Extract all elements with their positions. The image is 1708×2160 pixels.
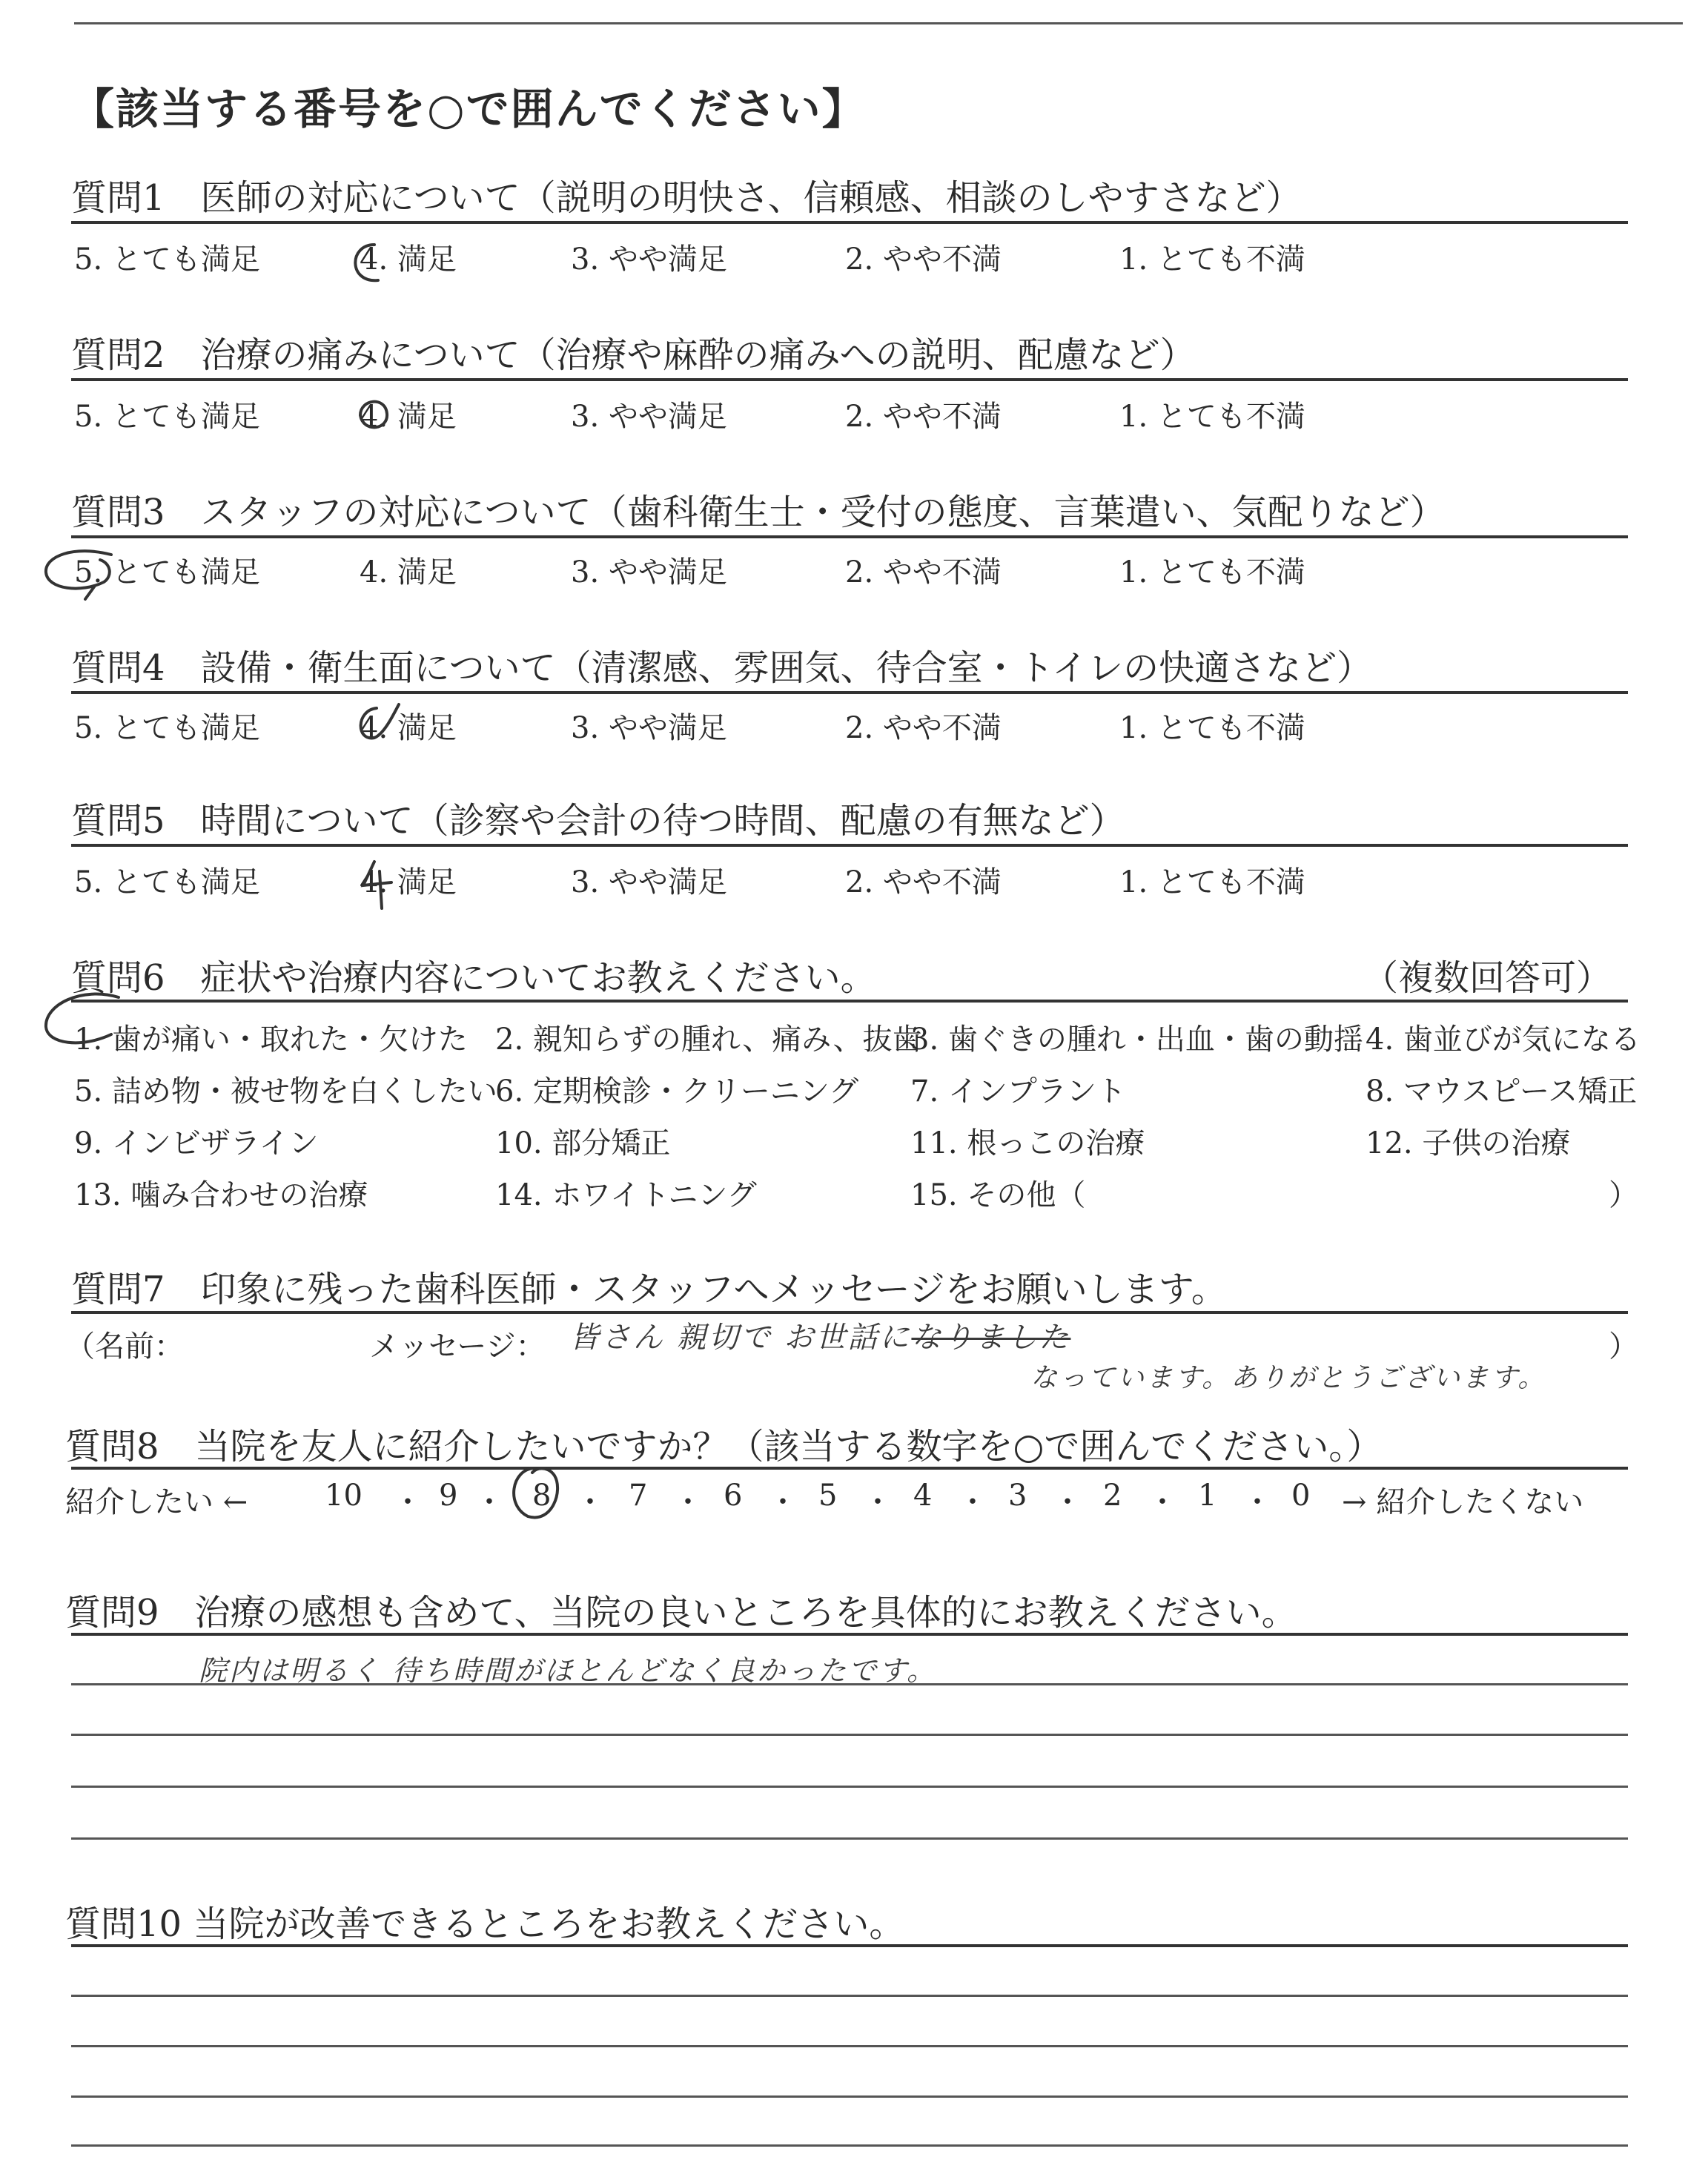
- q8-scale-dot: ・: [673, 1485, 703, 1519]
- q9-heading: 質問9 治療の感想も含めて、当院の良いところを具体的にお教えください。: [65, 1592, 1297, 1634]
- q1-option-5[interactable]: 5. とても満足: [74, 242, 260, 277]
- q1-heading: 質問1 医師の対応について（説明の明快さ、信頼感、相談のしやすさなど）: [71, 177, 1302, 219]
- q8-scale-4[interactable]: 4: [913, 1479, 933, 1513]
- q8-scale-0[interactable]: 0: [1291, 1479, 1311, 1513]
- q1-option-2[interactable]: 2. やや不満: [845, 242, 1002, 277]
- q4-option-1[interactable]: 1. とても不満: [1119, 711, 1305, 745]
- page-title: 【該当する番号を○で囲んでください】: [71, 84, 867, 134]
- q8-rule: [71, 1467, 1628, 1470]
- q8-scale-dot: ・: [474, 1485, 504, 1519]
- q3-option-4[interactable]: 4. 満足: [360, 555, 457, 589]
- q7-message-line1: 皆さん 親切で お世話に: [569, 1321, 912, 1355]
- q8-scale-dot: ・: [863, 1485, 893, 1519]
- q6-option-3[interactable]: 3. 歯ぐきの腫れ・出血・歯の動揺: [910, 1023, 1363, 1057]
- q8-scale-3[interactable]: 3: [1008, 1479, 1027, 1513]
- q7-heading: 質問7 印象に残った歯科医師・スタッフへメッセージをお願いします。: [71, 1269, 1227, 1310]
- q2-option-4[interactable]: 4. 満足: [360, 400, 457, 434]
- q8-scale-1[interactable]: 1: [1198, 1479, 1217, 1513]
- q8-scale-dot: ・: [393, 1485, 423, 1519]
- q9-answer-line: [71, 1786, 1628, 1788]
- q5-heading: 質問5 時間について（診察や会計の待つ時間、配慮の有無など）: [71, 800, 1125, 842]
- q1-rule: [71, 221, 1628, 224]
- q6-other-close-paren: ）: [1609, 1178, 1638, 1212]
- q6-option-4[interactable]: 4. 歯並びが気になる: [1366, 1023, 1641, 1057]
- q7-message-label: メッセージ：: [369, 1330, 546, 1364]
- q10-answer-line: [71, 2045, 1628, 2047]
- q6-multi-note: （複数回答可）: [1363, 957, 1612, 999]
- q9-answer-line: [71, 1734, 1628, 1736]
- q8-right-label: → 紹介したくない: [1342, 1485, 1584, 1519]
- q8-scale-2[interactable]: 2: [1103, 1479, 1122, 1513]
- q6-option-9[interactable]: 9. インビザライン: [74, 1126, 319, 1160]
- q5-rule: [71, 844, 1628, 847]
- q2-option-3[interactable]: 3. やや満足: [571, 400, 727, 434]
- q10-answer-line: [71, 1995, 1628, 1997]
- q4-option-5[interactable]: 5. とても満足: [74, 711, 260, 745]
- q6-option-11[interactable]: 11. 根っこの治療: [910, 1126, 1145, 1160]
- q6-option-12[interactable]: 12. 子供の治療: [1366, 1126, 1571, 1160]
- q1-option-4[interactable]: 4. 満足: [360, 242, 457, 277]
- q3-heading: 質問3 スタッフの対応について（歯科衛生士・受付の態度、言葉遣い、気配りなど）: [71, 492, 1446, 533]
- q5-option-1[interactable]: 1. とても不満: [1119, 865, 1305, 899]
- q8-scale-dot: ・: [768, 1485, 798, 1519]
- q3-option-3[interactable]: 3. やや満足: [571, 555, 727, 589]
- q4-rule: [71, 691, 1628, 694]
- q9-answer-line: [71, 1837, 1628, 1840]
- q6-option-1[interactable]: 1. 歯が痛い・取れた・欠けた: [74, 1023, 468, 1057]
- q6-heading: 質問6 症状や治療内容についてお教えください。: [71, 957, 876, 999]
- q5-option-3[interactable]: 3. やや満足: [571, 865, 727, 899]
- q10-answer-line: [71, 2144, 1628, 2147]
- q2-option-5[interactable]: 5. とても満足: [74, 400, 260, 434]
- q8-scale-6[interactable]: 6: [724, 1479, 743, 1513]
- q8-scale-5[interactable]: 5: [818, 1479, 838, 1513]
- q10-rule: [71, 1944, 1628, 1947]
- q6-option-8[interactable]: 8. マウスピース矯正: [1366, 1074, 1638, 1109]
- q10-answer-line: [71, 2095, 1628, 2098]
- q6-option-15[interactable]: 15. その他（: [910, 1178, 1086, 1212]
- q8-heading: 質問8 当院を友人に紹介したいですか？（該当する数字を○で囲んでください。）: [65, 1426, 1383, 1467]
- q2-option-1[interactable]: 1. とても不満: [1119, 400, 1305, 434]
- q2-option-2[interactable]: 2. やや不満: [845, 400, 1002, 434]
- q1-option-3[interactable]: 3. やや満足: [571, 242, 727, 277]
- q10-heading: 質問10 当院が改善できるところをお教えください。: [65, 1903, 905, 1945]
- q1-option-1[interactable]: 1. とても不満: [1119, 242, 1305, 277]
- top-border: [74, 22, 1683, 24]
- q6-rule: [71, 1000, 1628, 1003]
- q4-option-3[interactable]: 3. やや満足: [571, 711, 727, 745]
- q8-scale-8[interactable]: 8: [532, 1479, 552, 1513]
- q4-heading: 質問4 設備・衛生面について（清潔感、雰囲気、待合室・トイレの快適さなど）: [71, 647, 1373, 689]
- q5-option-2[interactable]: 2. やや不満: [845, 865, 1002, 899]
- q6-option-10[interactable]: 10. 部分矯正: [495, 1126, 671, 1160]
- q3-option-1[interactable]: 1. とても不満: [1119, 555, 1305, 589]
- q2-heading: 質問2 治療の痛みについて（治療や麻酔の痛みへの説明、配慮など）: [71, 334, 1196, 376]
- q6-option-14[interactable]: 14. ホワイトニング: [495, 1178, 757, 1212]
- q7-message-handwritten[interactable]: [569, 1314, 1070, 1356]
- q8-scale-dot: ・: [958, 1485, 987, 1519]
- q7-message-line2: なっています。ありがとうございます。: [1030, 1363, 1547, 1393]
- q3-option-2[interactable]: 2. やや不満: [845, 555, 1002, 589]
- q4-option-4[interactable]: 4. 満足: [360, 711, 457, 745]
- q4-option-2[interactable]: 2. やや不満: [845, 711, 1002, 745]
- q8-scale-10[interactable]: 10: [325, 1479, 363, 1513]
- q6-option-7[interactable]: 7. インプラント: [910, 1074, 1126, 1109]
- q3-option-5[interactable]: 5. とても満足: [74, 555, 260, 589]
- q2-rule: [71, 378, 1628, 381]
- q5-option-5[interactable]: 5. とても満足: [74, 865, 260, 899]
- q8-scale-dot: ・: [575, 1485, 605, 1519]
- q7-name-label: （名前：: [65, 1330, 184, 1364]
- q9-rule: [71, 1633, 1628, 1636]
- q6-option-5[interactable]: 5. 詰め物・被せ物を白くしたい: [74, 1074, 497, 1109]
- q9-answer-line: [71, 1683, 1628, 1685]
- q8-scale-dot: ・: [1053, 1485, 1082, 1519]
- q8-scale-dot: ・: [1148, 1485, 1177, 1519]
- q5-option-4[interactable]: 4. 満足: [360, 865, 457, 899]
- q8-scale-7[interactable]: 7: [629, 1479, 648, 1513]
- q7-close-paren: ）: [1609, 1330, 1638, 1364]
- q8-scale-dot: ・: [1242, 1485, 1272, 1519]
- q8-scale-9[interactable]: 9: [439, 1479, 458, 1513]
- q6-option-13[interactable]: 13. 噛み合わせの治療: [74, 1178, 368, 1212]
- q6-option-6[interactable]: 6. 定期検診・クリーニング: [495, 1074, 859, 1109]
- q8-left-label: 紹介したい ←: [65, 1485, 248, 1519]
- q7-message-strikethrough: なりました: [911, 1321, 1071, 1355]
- q6-option-2[interactable]: 2. 親知らずの腫れ、痛み、抜歯: [495, 1023, 922, 1057]
- q9-answer-handwritten[interactable]: 院内は明るく 待ち時間がほとんどなく良かったです。: [199, 1654, 938, 1687]
- q3-rule: [71, 535, 1628, 538]
